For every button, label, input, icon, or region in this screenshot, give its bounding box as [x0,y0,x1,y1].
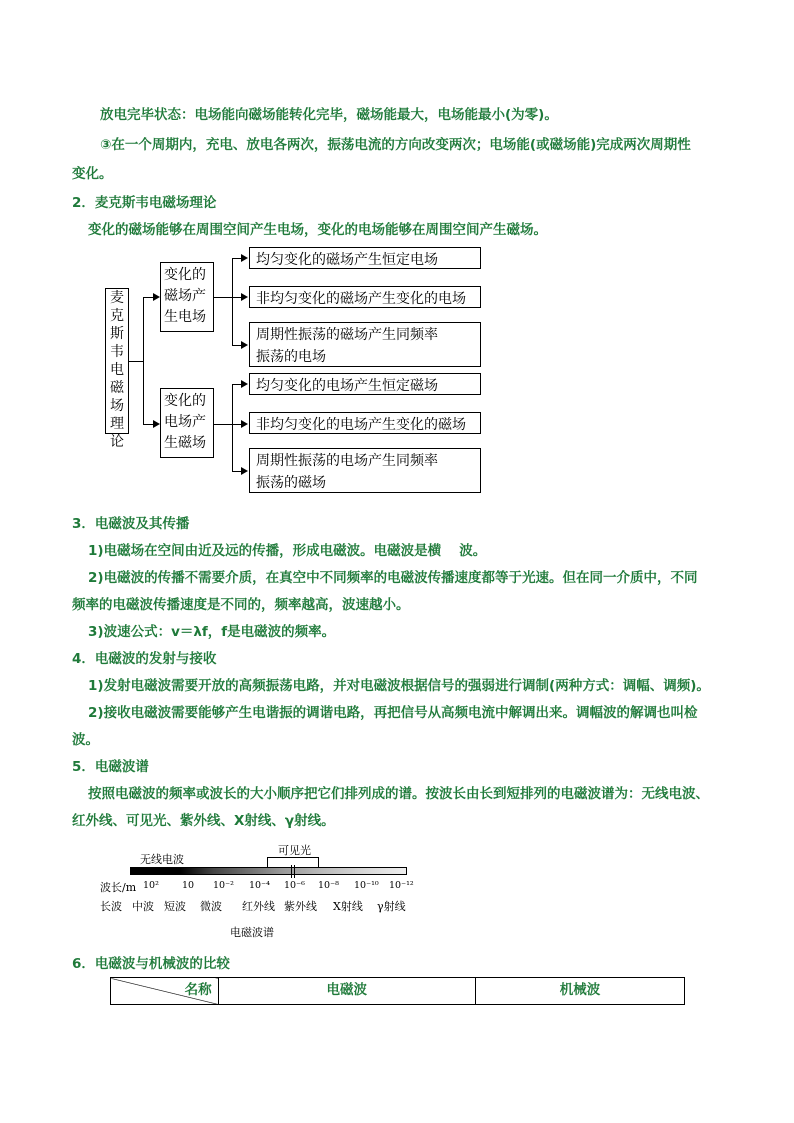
item-text: 振荡的电场 [256,349,326,365]
heading-maxwell-theory: 2．麦克斯韦电磁场理论 [72,195,217,211]
branch-line: 变化的 [164,267,206,283]
branch-line: 变化的 [164,393,206,409]
arrow-icon [153,420,160,428]
tick-label: 10⁻⁶ [284,880,305,891]
band-label: 中波 [132,900,154,913]
connector [129,361,143,362]
connector [214,297,232,298]
text-spectrum-1: 按照电磁波的频率或波长的大小顺序把它们排列成的谱。按波长由长到短排列的电磁波谱为：无线电波、 [88,786,709,802]
table-corner-cell [111,978,219,1005]
connector [232,258,233,345]
root-char: 韦 [110,344,124,360]
root-char: 斯 [110,326,124,342]
branch-line: 生电场 [164,309,206,325]
connector [232,384,233,471]
arrow-icon [153,293,160,301]
band-label: 微波 [200,900,222,913]
root-box [105,288,129,450]
b2-item-2 [249,412,481,434]
comparison-table [110,977,685,1005]
tick-label: 10⁻⁸ [318,880,339,891]
corner-label: 名称 [184,982,212,998]
root-char: 克 [110,308,124,324]
arrow-icon [241,467,248,475]
band-label: 短波 [164,900,186,913]
branch-line: 磁场产 [164,288,206,304]
table-row [111,978,685,1005]
root-label [106,289,128,451]
tick-label: 10⁻⁴ [249,880,270,891]
text-em-wave-2b: 频率的电磁波传播速度是不同的，频率越高，波速越小。 [72,597,410,613]
arrow-icon [241,380,248,388]
band-label: 长波 [100,900,122,913]
branch-line: 电场产 [164,414,206,430]
branch-electric-box [160,388,214,458]
visible-bracket [267,857,319,867]
band-label: 红外线 [242,900,275,913]
root-char: 电 [110,362,124,378]
text-period-line2: 变化。 [72,166,113,182]
root-char: 理 [110,416,124,432]
b1-item-2 [249,286,481,308]
arrow-icon [241,293,248,301]
text-em-wave-2: 2)电磁波的传播不需要介质，在真空中不同频率的电磁波传播速度都等于光速。但在同一介质中，不同 [88,570,698,586]
tick-label: 10⁻¹² [389,880,414,891]
item-text: 非均匀变化的电场产生变化的磁场 [256,417,466,433]
item-text: 非均匀变化的磁场产生变化的电场 [256,291,466,307]
heading-comparison: 6．电磁波与机械波的比较 [72,956,230,972]
arrow-icon [241,420,248,428]
wavelength-label: 波长/m [100,881,137,894]
heading-em-waves: 3．电磁波及其传播 [72,516,190,532]
item-text: 均匀变化的电场产生恒定磁场 [256,378,438,394]
spectrum-bar [130,867,407,875]
item-text: 均匀变化的磁场产生恒定电场 [256,252,438,268]
band-label: X射线 [333,900,363,913]
visible-label: 可见光 [278,844,311,857]
table-header-em: 电磁波 [218,978,475,1005]
text-receive-b: 波。 [72,732,99,748]
spectrum-caption: 电磁波谱 [230,926,274,939]
branch-magnetic-box [160,262,214,332]
band-label: 紫外线 [284,900,317,913]
b1-item-1 [249,247,481,269]
b2-item-3 [249,448,481,493]
arrow-icon [241,341,248,349]
root-char: 磁 [110,380,124,396]
item-text: 周期性振荡的磁场产生同频率 [256,327,438,343]
text-receive: 2)接收电磁波需要能够产生电谐振的调谐电路，再把信号从高频电流中解调出来。调幅波的解调也叫检 [88,705,698,721]
table-header-mech: 机械波 [475,978,684,1005]
tick-label: 10⁻¹⁰ [354,880,379,891]
heading-transmit-receive: 4．电磁波的发射与接收 [72,651,217,667]
text-wave-speed: 3)波速公式：v＝λf，f是电磁波的频率。 [88,624,336,640]
b1-item-3 [249,322,481,367]
text-transmit: 1)发射电磁波需要开放的高频振荡电路，并对电磁波根据信号的强弱进行调制(两种方式：调幅、调频)。 [88,678,710,694]
text-discharge-complete: 放电完毕状态：电场能向磁场能转化完毕，磁场能最大，电场能最小(为零)。 [100,107,558,123]
arrow-icon [241,254,248,262]
connector [143,297,144,425]
connector [214,424,232,425]
radio-label: 无线电波 [140,853,184,866]
text-maxwell-statement: 变化的磁场能够在周围空间产生电场，变化的电场能够在周围空间产生磁场。 [88,222,547,238]
tick-label: 10 [182,880,195,891]
b2-item-1 [249,373,481,395]
tick-label: 10⁻² [213,880,234,891]
visible-marker [291,865,292,878]
tick-label: 10² [143,880,159,891]
branch-line: 生磁场 [164,435,206,451]
band-label: γ射线 [377,900,406,913]
root-char: 麦 [110,290,124,306]
item-text: 振荡的磁场 [256,475,326,491]
text-em-wave-1: 1)电磁场在空间由近及远的传播，形成电磁波。电磁波是横 波。 [88,543,487,559]
visible-marker [294,865,295,878]
root-char: 论 [110,434,124,450]
root-char: 场 [110,398,124,414]
text-period-line1: ③在一个周期内，充电、放电各两次，振荡电流的方向改变两次；电场能(或磁场能)完成两次周期性 [100,137,691,153]
text-spectrum-2: 红外线、可见光、紫外线、X射线、γ射线。 [72,813,335,829]
item-text: 周期性振荡的电场产生同频率 [256,453,438,469]
heading-spectrum: 5．电磁波谱 [72,759,149,775]
